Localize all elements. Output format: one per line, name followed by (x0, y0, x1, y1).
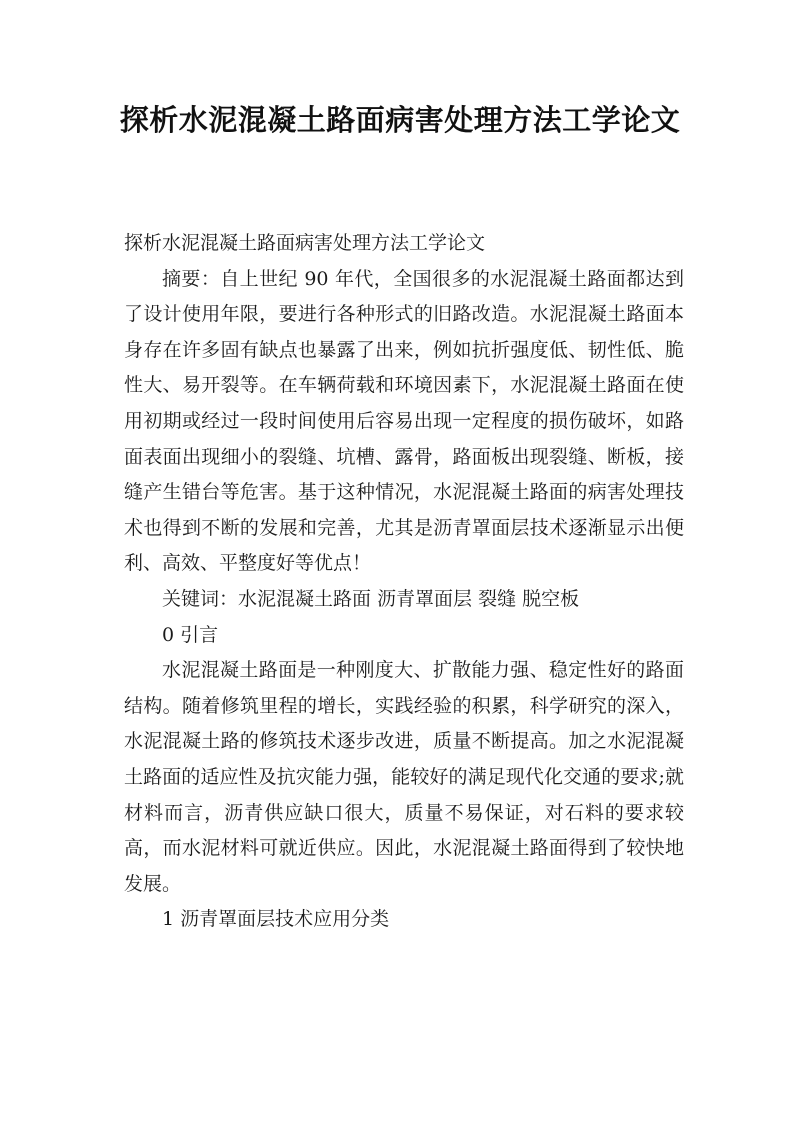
abstract-paragraph: 摘要：自上世纪 90 年代，全国很多的水泥混凝土路面都达到了设计使用年限，要进行各种形式的旧路改造。水泥混凝土路面本身存在许多固有缺点也暴露了出来，例如抗折强度低、韧性低、脆性大、易开裂等。在车辆荷载和环境因素下，水泥混凝土路面在使用初期或经过一段时间使用后容易出现一定程度的损伤破坏，如路面表面出现细小的裂缝、坑槽、露骨，路面板出现裂缝、断板，接缝产生错台等危害。基于这种情况，水泥混凝土路面的病害处理技术也得到不断的发展和完善，尤其是沥青罩面层技术逐渐显示出便利、高效、平整度好等优点！ (124, 267, 684, 575)
introduction-paragraph: 水泥混凝土路面是一种刚度大、扩散能力强、稳定性好的路面结构。随着修筑里程的增长，实践经验的积累，科学研究的深入，水泥混凝土路的修筑技术逐步改进，质量不断提高。加之水泥混凝土路面的适应性及抗灾能力强，能较好的满足现代化交通的要求;就材料而言，沥青供应缺口很大，质量不易保证，对石料的要求较高，而水泥材料可就近供应。因此，水泥混凝土路面得到了较快地发展。 (124, 659, 684, 895)
document-body (124, 226, 684, 938)
document-title: 探析水泥混凝土路面病害处理方法工学论文 (119, 103, 681, 137)
keywords-paragraph: 关键词：水泥混凝土路面 沥青罩面层 裂缝 脱空板 (162, 587, 580, 610)
section-heading-1: 1 沥青罩面层技术应用分类 (162, 908, 390, 931)
section-heading-introduction: 0 引言 (162, 623, 219, 646)
subtitle-paragraph: 探析水泥混凝土路面病害处理方法工学论文 (124, 232, 486, 254)
